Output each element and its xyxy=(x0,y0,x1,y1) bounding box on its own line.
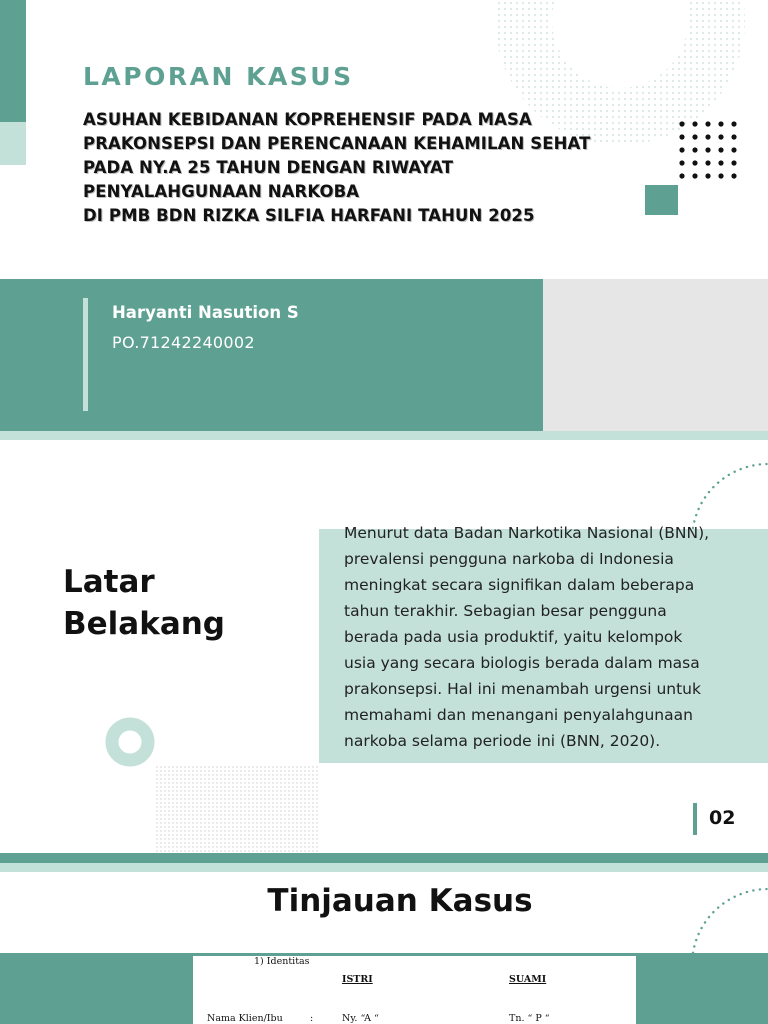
page-number-bar xyxy=(693,803,697,835)
section-heading: Tinjauan Kasus xyxy=(267,883,533,919)
identity-document xyxy=(193,956,636,1024)
author-id: PO.71242240002 xyxy=(112,333,255,352)
section-heading xyxy=(63,561,225,645)
doc-husband-value: Tn. “ P “ xyxy=(509,1013,550,1024)
report-title xyxy=(83,108,643,228)
doc-col-wife: ISTRI xyxy=(342,974,373,985)
title-line: PADA NY.A 25 TAHUN DENGAN RIWAYAT xyxy=(83,158,454,177)
doc-col-husband: SUAMI xyxy=(509,974,547,985)
background-paragraph: Menurut data Badan Narkotika Nasional (BNN), prevalensi pengguna narkoba di Indonesia meningkat secara signifikan dalam beberapa tahun terakhir. Sebagian besar pengguna berada pada usia produktif, yaitu kelompok usia yang secara biologis berada dalam masa prakonsepsi. Hal ini menambah urgensi untuk memahami dan menangani penyalahgunaan narkoba selama periode ini (BNN, 2020). xyxy=(344,524,710,750)
heading-line: Belakang xyxy=(63,606,225,642)
decor-dot-grid xyxy=(676,118,740,182)
doc-section-title: 1) Identitas xyxy=(254,956,310,967)
report-label: LAPORAN KASUS xyxy=(83,62,354,91)
doc-wife-value: Ny. “A “ xyxy=(342,1013,379,1024)
decor-teal-square xyxy=(645,185,678,215)
title-line: PRAKONSEPSI DAN PERENCANAAN KEHAMILAN SEHAT xyxy=(83,134,591,153)
heading-line: Latar xyxy=(63,564,155,600)
decor-gray-block xyxy=(543,279,768,431)
author-accent-line xyxy=(83,298,88,411)
author-name: Haryanti Nasution S xyxy=(112,303,299,322)
page-number: 02 xyxy=(709,807,736,829)
author-band xyxy=(0,279,543,431)
decor-mint-bar xyxy=(0,122,26,165)
title-line: DI PMB BDN RIZKA SILFIA HARFANI TAHUN 2025 xyxy=(83,206,535,225)
decor-halftone xyxy=(155,765,320,855)
decor-ring xyxy=(105,717,155,767)
title-line: ASUHAN KEBIDANAN KOPREHENSIF PADA MASA xyxy=(83,110,532,129)
doc-row-label: Nama Klien/Ibu xyxy=(207,1013,283,1024)
title-line: PENYALAHGUNAAN NARKOBA xyxy=(83,182,360,201)
slide-divider xyxy=(0,853,768,863)
slide-divider xyxy=(0,431,768,440)
slide-divider-light xyxy=(0,863,768,872)
doc-row-separator: : xyxy=(310,1013,314,1024)
decor-teal-bar xyxy=(0,0,26,122)
